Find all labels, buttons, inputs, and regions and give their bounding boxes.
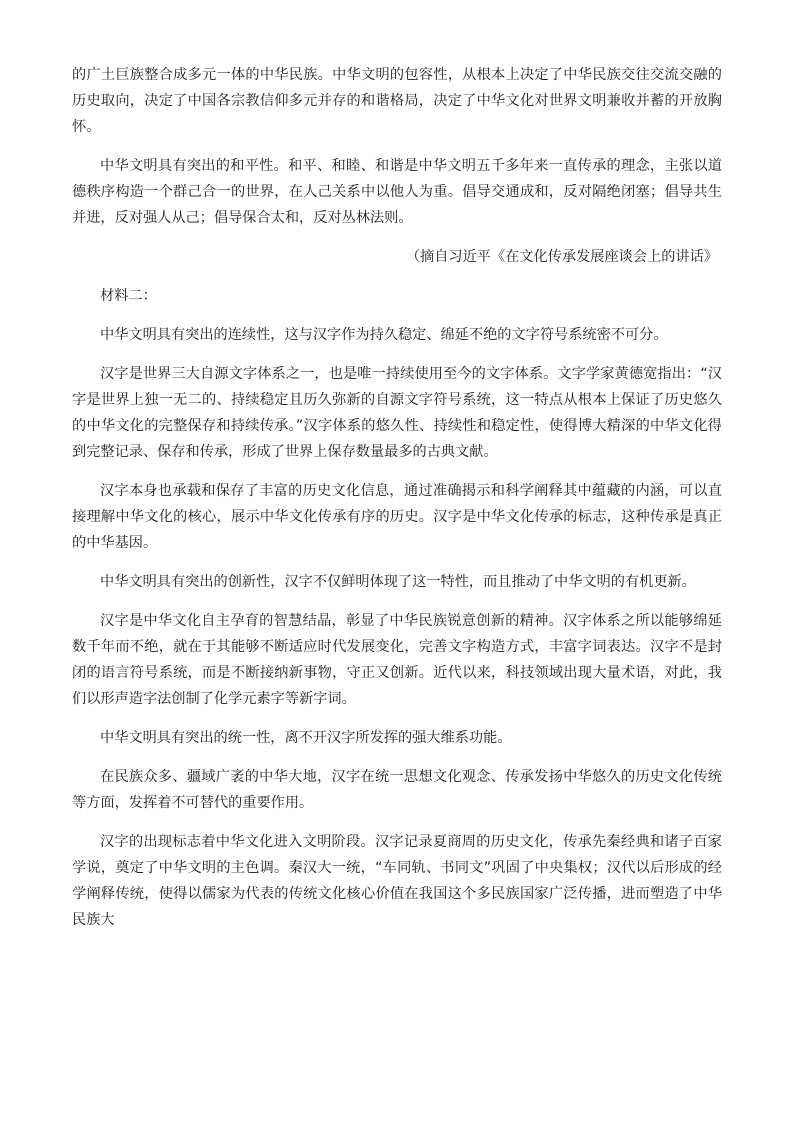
paragraph-self-origin-script: 汉字是世界三大自源文字体系之一，也是唯一持续使用至今的文字体系。文字学家黄德宽指出：“汉字是世界上独一无二的、持续稳定且历久弥新的自源文字符号系统，这一特点从根本上保证了历史悠久的中华文化的完整保存和持续传承。”汉字体系的悠久性、持续性和稳定性，使得博大精深的中华文化得到完整记录、保存和传承，形成了世界上保存数量最多的古典文献。 xyxy=(72,366,722,460)
paragraph-innovation: 中华文明具有突出的创新性，汉字不仅鲜明体现了这一特性，而且推动了中华文明的有机更新。 xyxy=(100,574,696,590)
paragraph-continuity: 中华文明具有突出的连续性，这与汉字作为持久稳定、绵延不绝的文字符号系统密不可分。 xyxy=(100,327,668,343)
paragraph-peacefulness: 中华文明具有突出的和平性。和平、和睦、和谐是中华文明五千多年来一直传承的理念，主张以道德秩序构造一个群己合一的世界，在人己关系中以他人为重。倡导交通成和，反对隔绝闭塞；倡导共生并进，反对强人从己；倡导保合太和，反对丛林法则。 xyxy=(72,158,722,226)
material-two-label: 材料二： xyxy=(100,288,157,304)
paragraph-civilization-stage: 汉字的出现标志着中华文化进入文明阶段。汉字记录夏商周的历史文化，传承先秦经典和诸子百家学说，奠定了中华文明的主色调。秦汉大一统，“车同轨、书同文”巩固了中央集权；汉代以后形成的经学阐释传统，使得以儒家为代表的传统文化核心价值在我国这个多民族国家广泛传播，进而塑造了中华民族大 xyxy=(72,834,722,928)
source-citation: （摘自习近平《在文化传承发展座谈会上的讲话》 xyxy=(405,249,718,265)
paragraph-vast-land: 在民族众多、疆域广袤的中华大地，汉字在统一思想文化观念、传承发扬中华悠久的历史文化传统等方面，发挥着不可替代的重要作用。 xyxy=(72,769,722,811)
paragraph-inclusiveness: 的广土巨族整合成多元一体的中华民族。中华文明的包容性，从根本上决定了中华民族交往交流交融的历史取向，决定了中国各宗教信仰多元并存的和谐格局，决定了中华文化对世界文明兼收并蓄的开放胸怀。 xyxy=(72,67,722,135)
document-page xyxy=(72,62,722,946)
paragraph-cultural-info: 汉字本身也承载和保存了丰富的历史文化信息，通过准确揭示和科学阐释其中蕴藏的内涵，可以直接理解中华文化的核心，展示中华文化传承有序的历史。汉字是中华文化传承的标志，这种传承是真正的中华基因。 xyxy=(72,483,722,551)
paragraph-wisdom: 汉字是中华文化自主孕育的智慧结晶，彰显了中华民族锐意创新的精神。汉字体系之所以能够绵延数千年而不绝，就在于其能够不断适应时代发展变化，完善文字构造方式，丰富字词表达。汉字不是封闭的语言符号系统，而是不断接纳新事物，守正又创新。近代以来，科技领域出现大量术语，对此，我们以形声造字法创制了化学元素字等新字词。 xyxy=(72,613,722,707)
paragraph-unity: 中华文明具有突出的统一性，离不开汉字所发挥的强大维系功能。 xyxy=(100,730,512,746)
